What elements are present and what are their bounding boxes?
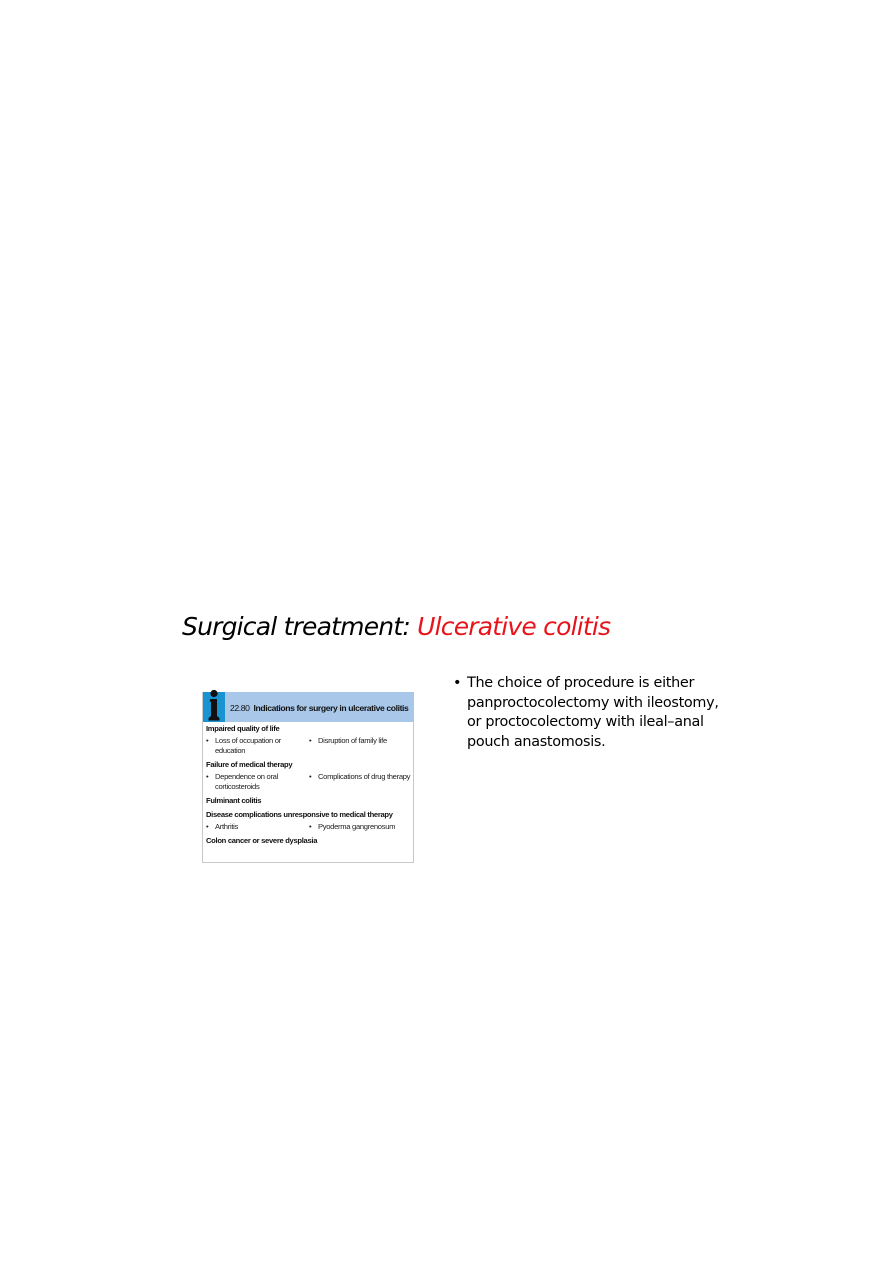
section-items [206,822,412,832]
list-item: • Disruption of family life [309,736,387,745]
bullet-list [453,674,733,752]
section-items [206,772,412,792]
list-item: • The choice of procedure is either panproctocolectomy with ileostomy, or proctocolectomy with ileal–anal pouch anastomosis. [453,674,733,752]
info-box-number: 22.80 [230,703,250,713]
indications-info-box [202,692,414,863]
section-heading: Colon cancer or severe dysplasia [206,836,318,845]
slide-title [182,612,610,641]
section-heading: Failure of medical therapy [206,760,293,769]
title-accent: Ulcerative colitis [417,612,611,641]
list-item: • Loss of occupation or education [206,736,281,755]
list-item: • Complications of drug therapy [309,772,411,781]
bullet-text: The choice of procedure is either panproctocolectomy with ileostomy, or proctocolectomy with ileal–anal pouch anastomosis. [467,675,719,750]
list-item: • Arthritis [206,822,239,831]
info-box-body [206,724,412,846]
section-items [206,736,412,756]
info-box-title [230,703,408,713]
section-heading: Fulminant colitis [206,796,262,805]
section-heading: Disease complications unresponsive to medical therapy [206,810,393,819]
title-prefix: Surgical treatment: [182,612,418,641]
info-box-title-text: Indications for surgery in ulcerative colitis [253,703,409,713]
list-item: • Dependence on oral corticosteroids [206,772,278,791]
info-icon [203,689,227,725]
section-heading: Impaired quality of life [206,724,280,733]
list-item: • Pyoderma gangrenosum [309,822,396,831]
